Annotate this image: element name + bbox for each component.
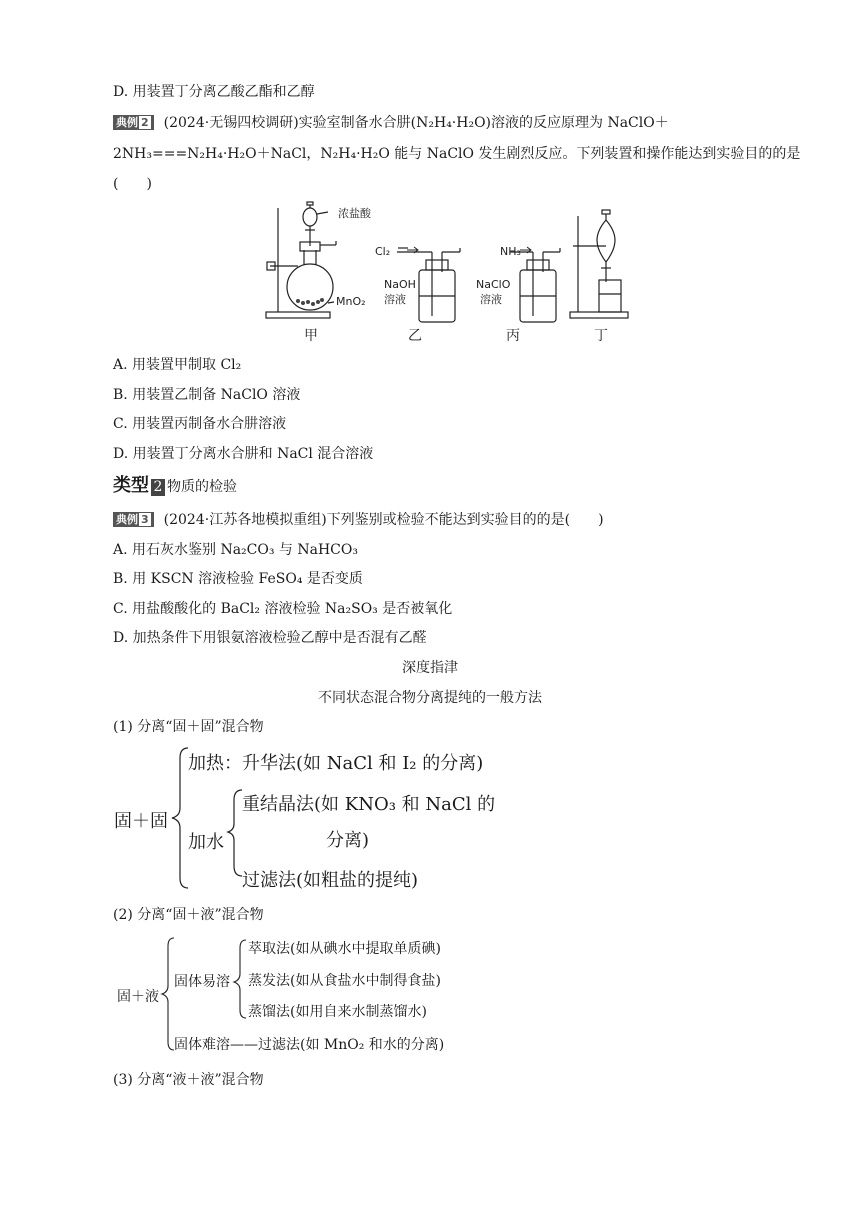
type2-heading: [113, 474, 237, 499]
example2-line3: ( ): [113, 176, 152, 192]
label-naclo: NaClO: [476, 278, 511, 291]
guide-section2: (2) 分离“固＋液”混合物: [113, 907, 264, 923]
label-naoh-solution: 溶液: [384, 293, 406, 306]
tree1-heat: 加热：升华法(如 NaCl 和 I₂ 的分离): [188, 753, 484, 774]
example3-option-c: C. 用盐酸酸化的 BaCl₂ 溶液检验 Na₂SO₃ 是否被氧化: [113, 601, 453, 617]
tree1-root: 固＋固: [114, 811, 168, 832]
example2-line2: 2NH₃===N₂H₄·H₂O＋NaCl，N₂H₄·H₂O 能与 NaClO 发生剧烈反应。下列装置和操作能达到实验目的的是: [113, 146, 801, 162]
example2-option-a: A. 用装置甲制取 Cl₂: [113, 357, 242, 373]
caption-yi: 乙: [408, 328, 422, 344]
caption-jia: 甲: [304, 328, 318, 344]
tree2-soluble: 固体易溶: [174, 974, 230, 990]
apparatus-figure: [262, 200, 634, 345]
tree2-insoluble: 固体难溶——过滤法(如 MnO₂ 和水的分离): [174, 1037, 445, 1053]
example2-option-d: D. 用装置丁分离水合肼和 NaCl 混合溶液: [113, 446, 374, 462]
label-cl2: Cl₂: [375, 245, 391, 258]
guide-section1: (1) 分离“固＋固”混合物: [113, 719, 264, 735]
example3-option-b: B. 用 KSCN 溶液检验 FeSO₄ 是否变质: [113, 571, 363, 587]
apparatus-ding: [570, 210, 628, 318]
type2-text: 物质的检验: [167, 479, 237, 495]
type2-label: 类型: [113, 475, 149, 496]
tree2-evaporation: 蒸发法(如从食盐水中制得食盐): [248, 973, 441, 989]
tree1-recrystallization-cont: 分离): [326, 830, 370, 851]
q1-option-d: D. 用装置丁分离乙酸乙酯和乙醇: [113, 84, 315, 100]
guide-section3: (3) 分离“液＋液”混合物: [113, 1072, 264, 1088]
label-mno2: MnO₂: [336, 295, 366, 308]
example3-option-d: D. 加热条件下用银氨溶液检验乙醇中是否混有乙醛: [113, 630, 427, 646]
apparatus-jia: [266, 202, 336, 318]
type2-number: 2: [151, 479, 165, 496]
tree1-water: 加水: [188, 832, 224, 853]
caption-ding: 丁: [594, 328, 608, 344]
label-naclo-solution: 溶液: [480, 293, 502, 306]
label-nh3: NH₃: [500, 245, 521, 258]
example3-tag: 典例 3: [113, 512, 154, 527]
tree2-extraction: 萃取法(如从碘水中提取单质碘): [248, 941, 441, 957]
apparatus-bing: [510, 248, 560, 322]
example2-option-b: B. 用装置乙制备 NaClO 溶液: [113, 387, 301, 403]
tree2-root: 固＋液: [117, 989, 159, 1005]
example2-tag: 典例 2: [113, 115, 154, 130]
tree1-recrystallization: 重结晶法(如 KNO₃ 和 NaCl 的: [242, 794, 496, 815]
label-naoh: NaOH: [384, 278, 416, 291]
example3-stem: 典例 3 (2024·江苏各地模拟重组)下列鉴别或检验不能达到实验目的的是( ): [113, 510, 604, 530]
tree1-filtration: 过滤法(如粗盐的提纯): [242, 870, 419, 891]
caption-bing: 丙: [506, 328, 520, 344]
tree2-distillation: 蒸馏法(如用自来水制蒸馏水): [248, 1004, 427, 1020]
example3-option-a: A. 用石灰水鉴别 Na₂CO₃ 与 NaHCO₃: [113, 542, 358, 558]
label-hcl: 浓盐酸: [338, 207, 371, 220]
guide-title: 深度指津: [402, 660, 458, 676]
example2-line1: 典例 2 (2024·无锡四校调研)实验室制备水合肼(N₂H₄·H₂O)溶液的反应原理为 NaClO＋: [113, 113, 669, 133]
example2-option-c: C. 用装置丙制备水合肼溶液: [113, 416, 287, 432]
guide-subtitle: 不同状态混合物分离提纯的一般方法: [318, 690, 542, 706]
